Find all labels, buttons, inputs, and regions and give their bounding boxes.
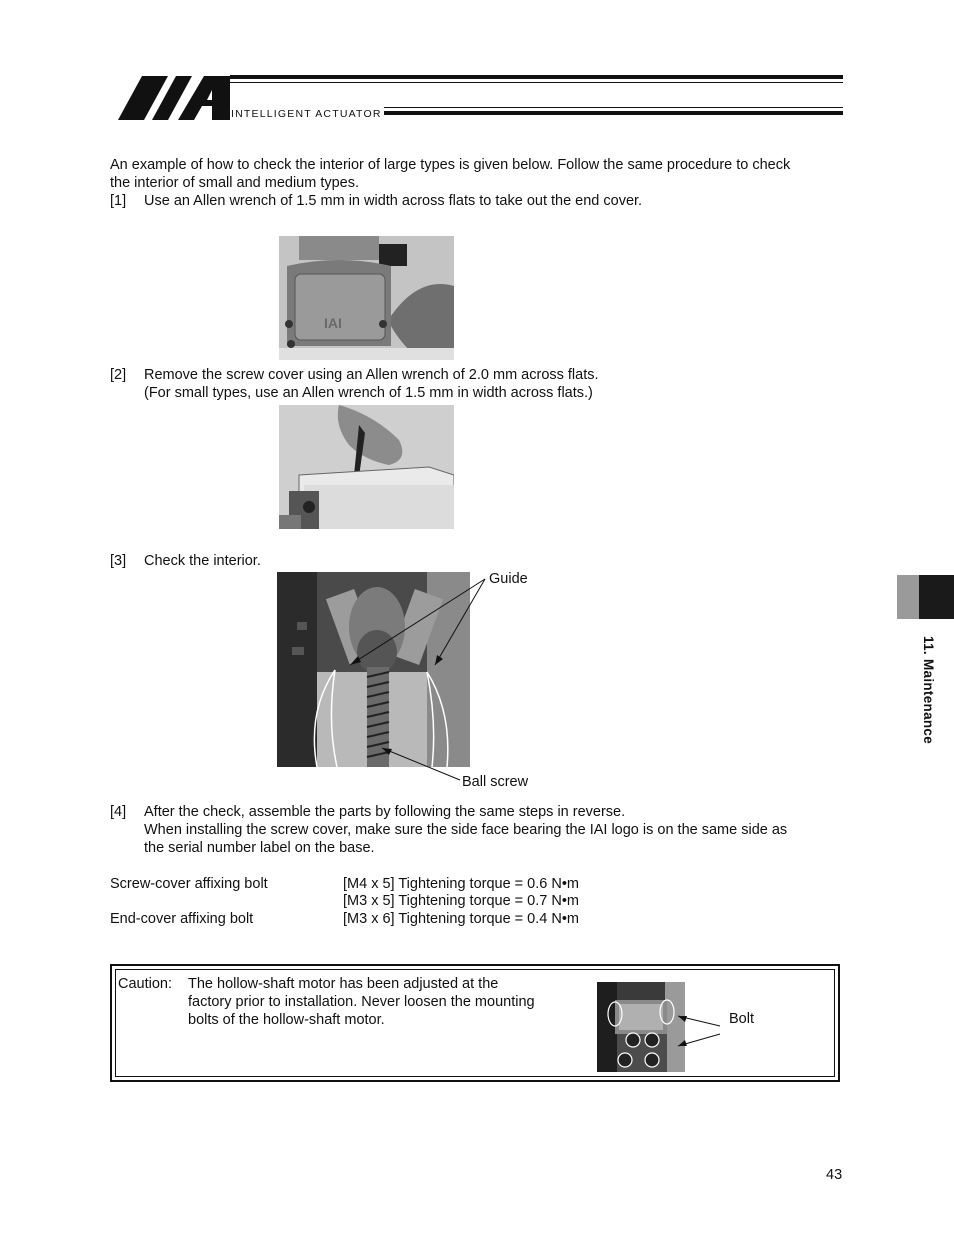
torque-spec-2: [M3 x 5] Tightening torque = 0.7 N•m	[343, 893, 579, 909]
step-4-text-2: When installing the screw cover, make sure the side face bearing the IAI logo is on the same side as	[144, 822, 788, 838]
torque-name-1: Screw-cover affixing bolt	[110, 876, 268, 892]
ball-screw-label: Ball screw	[462, 774, 529, 790]
bolt-label: Bolt	[729, 1011, 754, 1027]
guide-label: Guide	[489, 571, 528, 587]
step-4-text-1: After the check, assemble the parts by following the same steps in reverse.	[144, 804, 626, 820]
bolt-leader-lines	[670, 1010, 730, 1050]
step-1-text: Use an Allen wrench of 1.5 mm in width across flats to take out the end cover.	[144, 193, 643, 209]
guide-leader-lines	[330, 570, 500, 800]
page-number: 43	[826, 1167, 843, 1183]
torque-spec-1: [M4 x 5] Tightening torque = 0.6 N•m	[343, 876, 579, 892]
side-tab-dark	[919, 575, 954, 619]
step-4-text-3: the serial number label on the base.	[144, 840, 375, 856]
caution-text-3: bolts of the hollow-shaft motor.	[188, 1012, 385, 1028]
end-cover-photo	[279, 236, 454, 360]
step-4-number: [4]	[110, 804, 127, 820]
caution-text-1: The hollow-shaft motor has been adjusted at the	[188, 976, 499, 992]
side-tab-light	[897, 575, 919, 619]
step-2-text-2: (For small types, use an Allen wrench of 1.5 mm in width across flats.)	[144, 385, 593, 401]
side-tab-label	[918, 636, 938, 766]
header-rule-thick	[230, 75, 843, 79]
screw-cover-photo	[279, 405, 454, 529]
step-3-number: [3]	[110, 553, 127, 569]
step-2-number: [2]	[110, 367, 127, 383]
header-rule-lower-thin	[384, 107, 843, 108]
side-tab-label-text: 11. Maintenance	[921, 636, 936, 745]
step-3-text: Check the interior.	[144, 553, 261, 569]
step-2-text-1: Remove the screw cover using an Allen wrench of 2.0 mm across flats.	[144, 367, 599, 383]
logo-wordmark: INTELLIGENT ACTUATOR	[231, 108, 382, 120]
caution-label: Caution:	[118, 976, 173, 992]
torque-name-3: End-cover affixing bolt	[110, 911, 254, 927]
header-rule-thin	[230, 82, 843, 83]
caution-text-2: factory prior to installation. Never loosen the mounting	[188, 994, 535, 1010]
iai-logo	[112, 72, 232, 124]
intro-line-1: An example of how to check the interior of large types is given below. Follow the same procedure to check	[110, 157, 791, 173]
torque-spec-3: [M3 x 6] Tightening torque = 0.4 N•m	[343, 911, 579, 927]
intro-line-2: the interior of small and medium types.	[110, 175, 360, 191]
svg-text:IAI: IAI	[324, 315, 342, 331]
header-rule-lower	[384, 111, 843, 115]
step-1-number: [1]	[110, 193, 127, 209]
